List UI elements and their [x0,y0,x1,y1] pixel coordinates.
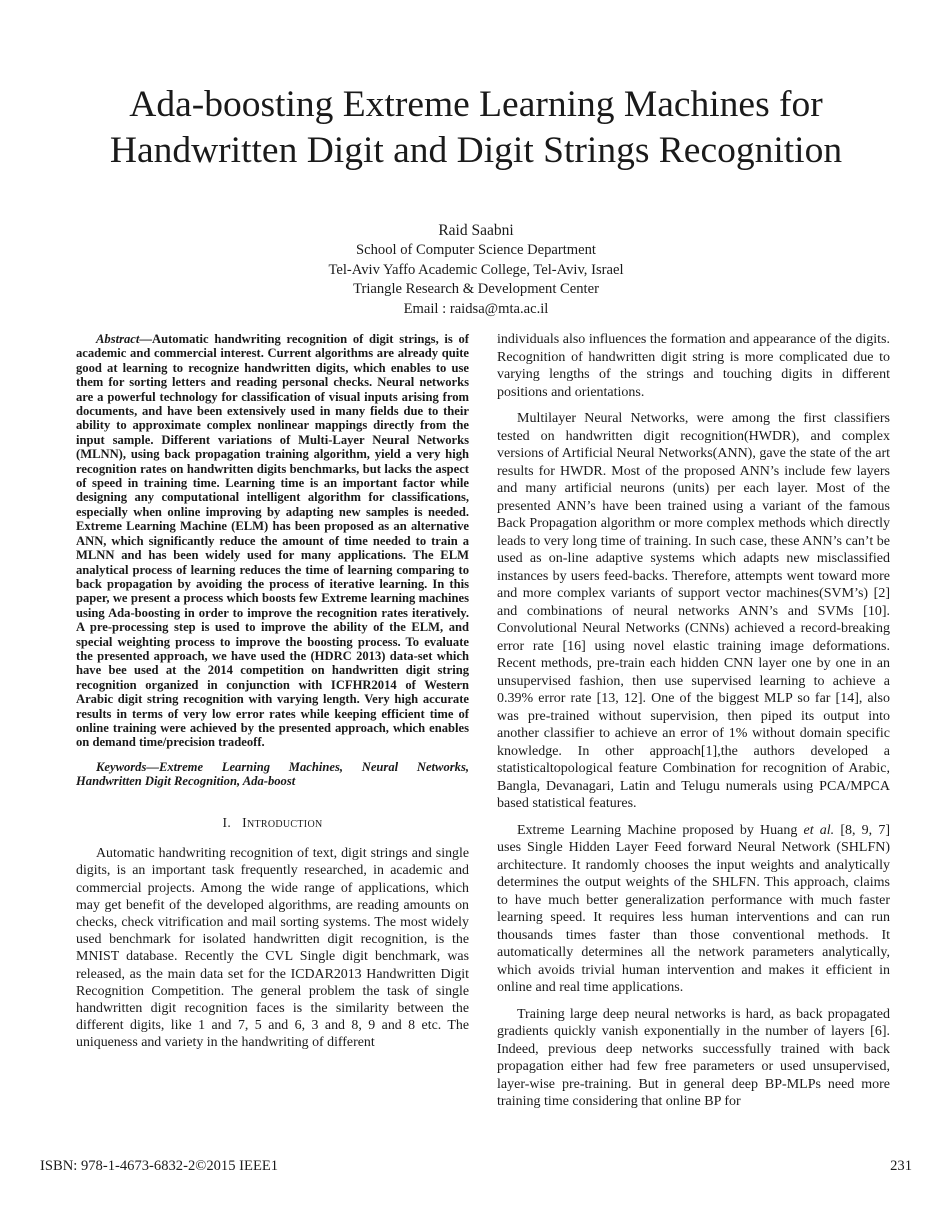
intro-paragraph-1-continued: individuals also influences the formation and appearance of the digits. Recognition of handwritten digit string is more complicated due to varying lengths of the strings and touching digits in different positions and orientations. [497,332,890,400]
section-number: I. [222,814,232,830]
section-heading-introduction [76,815,469,832]
para3-after: [8, 9, 7] uses Single Hidden Layer Feed forward Neural Network (SHLFN) architecture. It randomly chooses the input weights and analytically determines the output weights of the SHLFN. This approach, claims to have much better generalization performance with much faster learning speed. It requires less human interventions and can run thousands times faster than those conventional methods. It automatically determines all the network parameters analytically, which avoids trivial human intervention and makes it efficient in online and real time applications. [497,822,890,995]
title-line-1: Ada-boosting Extreme Learning Machines for [129,84,823,125]
author-affiliation-2: Tel-Aviv Yaffo Academic College, Tel-Aviv, Israel [328,261,624,278]
paper-title [60,82,892,174]
right-column [497,331,890,1111]
keywords: Keywords—Extreme Learning Machines, Neural Networks, Handwritten Digit Recognition, Ada-boost [76,759,469,789]
author-block [120,220,832,319]
title-line-2: Handwritten Digit and Digit Strings Recognition [109,130,843,171]
author-email: Email : raidsa@mta.ac.il [403,300,549,317]
abstract-label: Abstract [96,332,140,346]
intro-paragraph-3 [497,822,890,997]
intro-paragraph-1: Automatic handwriting recognition of text, digit strings and single digits, is an important task frequently researched, in academic and commercial projects. Among the wide range of applications, which may get benefit of the developed algorithms, are reading amounts on checks, check vitrification and mail sorting systems. The most widely used benchmark for isolated handwritten digit recognition, is the MNIST database. Recently the CVL Single digit benchmark, was released, as the main data set for the ICDAR2013 Handwritten Digit Recognition Competition. The general problem the task of single handwritten digit recognition faces is the similarity between the different digits, like 1 and 7, 5 and 6, 3 and 8, 9 and 8 etc. The uniqueness and variety in the handwriting of different [76,846,469,1051]
footer-page-number: 231 [890,1158,912,1174]
abstract-text: —Automatic handwriting recognition of digit strings, is of academic and commercial interest. Current algorithms are already quite good at learning to recognize handwritten digits, which enables to use them for sorting letters and reading personal checks. Neural networks are a powerful technology for classification of visual inputs arising from documents, and have been extensively used in many fields due to their ability to approximate complex nonlinear mappings directly from the input sample. Different variations of Multi-Layer Neural Networks (MLNN), using back propagation training algorithm, yield a very high recognition rates on handwritten digits benchmarks, but lacks the aspect of speed in training time. Learning time is an important factor while designing any computational intelligent algorithm for classifications, especially when online improving by adapting new samples is needed. Extreme Learning Machine (ELM) has been proposed as an alternative ANN, which significantly reduce the amount of time needed to train a MLNN and has been widely used for many applications. The ELM analytical process of learning reduces the time of learning comparing to back propagation by avoiding the process of iterative learning. In this paper, we present a process which boosts few Extreme learning machines using Ada-boosting in order to improve the recognition rates iteratively. A pre-processing step is used to improve the ability of the ELM, and special weighting process to improve the boosting process. To evaluate the presented approach, we have used the (HDRC 2013) data-set which have bee used at the 2014 competition on handwritten digit string recognition organized in conjunction with ICFHR2014 of Western Arabic digit string recognition with varying length. Very high accurate results in terms of very low error rates while keeping efficient time of online training were achieved by the presented approach, which enables on demand time/precision tradeoff. [76,332,469,750]
footer-isbn: ISBN: 978-1-4673-6832-2©2015 IEEE1 [40,1158,279,1174]
section-title: Introduction [242,814,323,830]
left-column [76,332,469,1052]
para3-etal: et al. [803,822,835,838]
author-name: Raid Saabni [438,222,514,239]
para3-before: Extreme Learning Machine proposed by Huang [517,822,804,838]
intro-paragraph-2: Multilayer Neural Networks, were among the first classifiers tested on handwritten digit recognition(HWDR), and complex versions of Artificial Neural Networks(ANN), gave the state of the art results for HWDR. Most of the proposed ANN’s include few layers and many artificial neurons (units) per each layer. Most of the presented ANN’s have been trained using a variant of the famous Back Propagation algorithm or more complex methods which directly leads to very long time of training. In such case, these ANN’s can’t be used as on-line adaptive systems which adapts new misclassified instances by users feed-backs. Therefore, attempts went toward more and more complex variants of support vector machines(SVM’s) [2] and combinations of neural networks ANN’s and SVMs [10]. Convolutional Neural Networks (CNNs) achieved a record-breaking error rate [16] using novel elastic training image deformations. Recent methods, pre-train each hidden CNN layer one by one in an unsupervised fashion, then use supervised learning to achieve a 0.39% error rate [13, 12]. One of the biggest MLP so far [14], also was pre-trained without supervision, then piped its output into another classifier to achieve an error of 1% without domain specific knowledge. In other approach[1],the authors developed a statisticaltopological feature Combination for recognition of Arabic, Bangla, Devanagari, Latin and Telugu numerals using PCA/MPCA based statistical features. [497,411,890,811]
abstract [76,332,469,750]
author-affiliation-1: School of Computer Science Department [356,242,596,258]
intro-paragraph-4: Training large deep neural networks is hard, as back propagated gradients quickly vanish exponentially in the number of layers [6]. Indeed, previous deep networks successfully trained with back propagation either had few free parameters or used unsupervised, layer-wise pre-training. But in general deep BP-MLPs need more training time considering that online BP for [497,1006,890,1109]
author-affiliation-3: Triangle Research & Development Center [353,281,599,297]
